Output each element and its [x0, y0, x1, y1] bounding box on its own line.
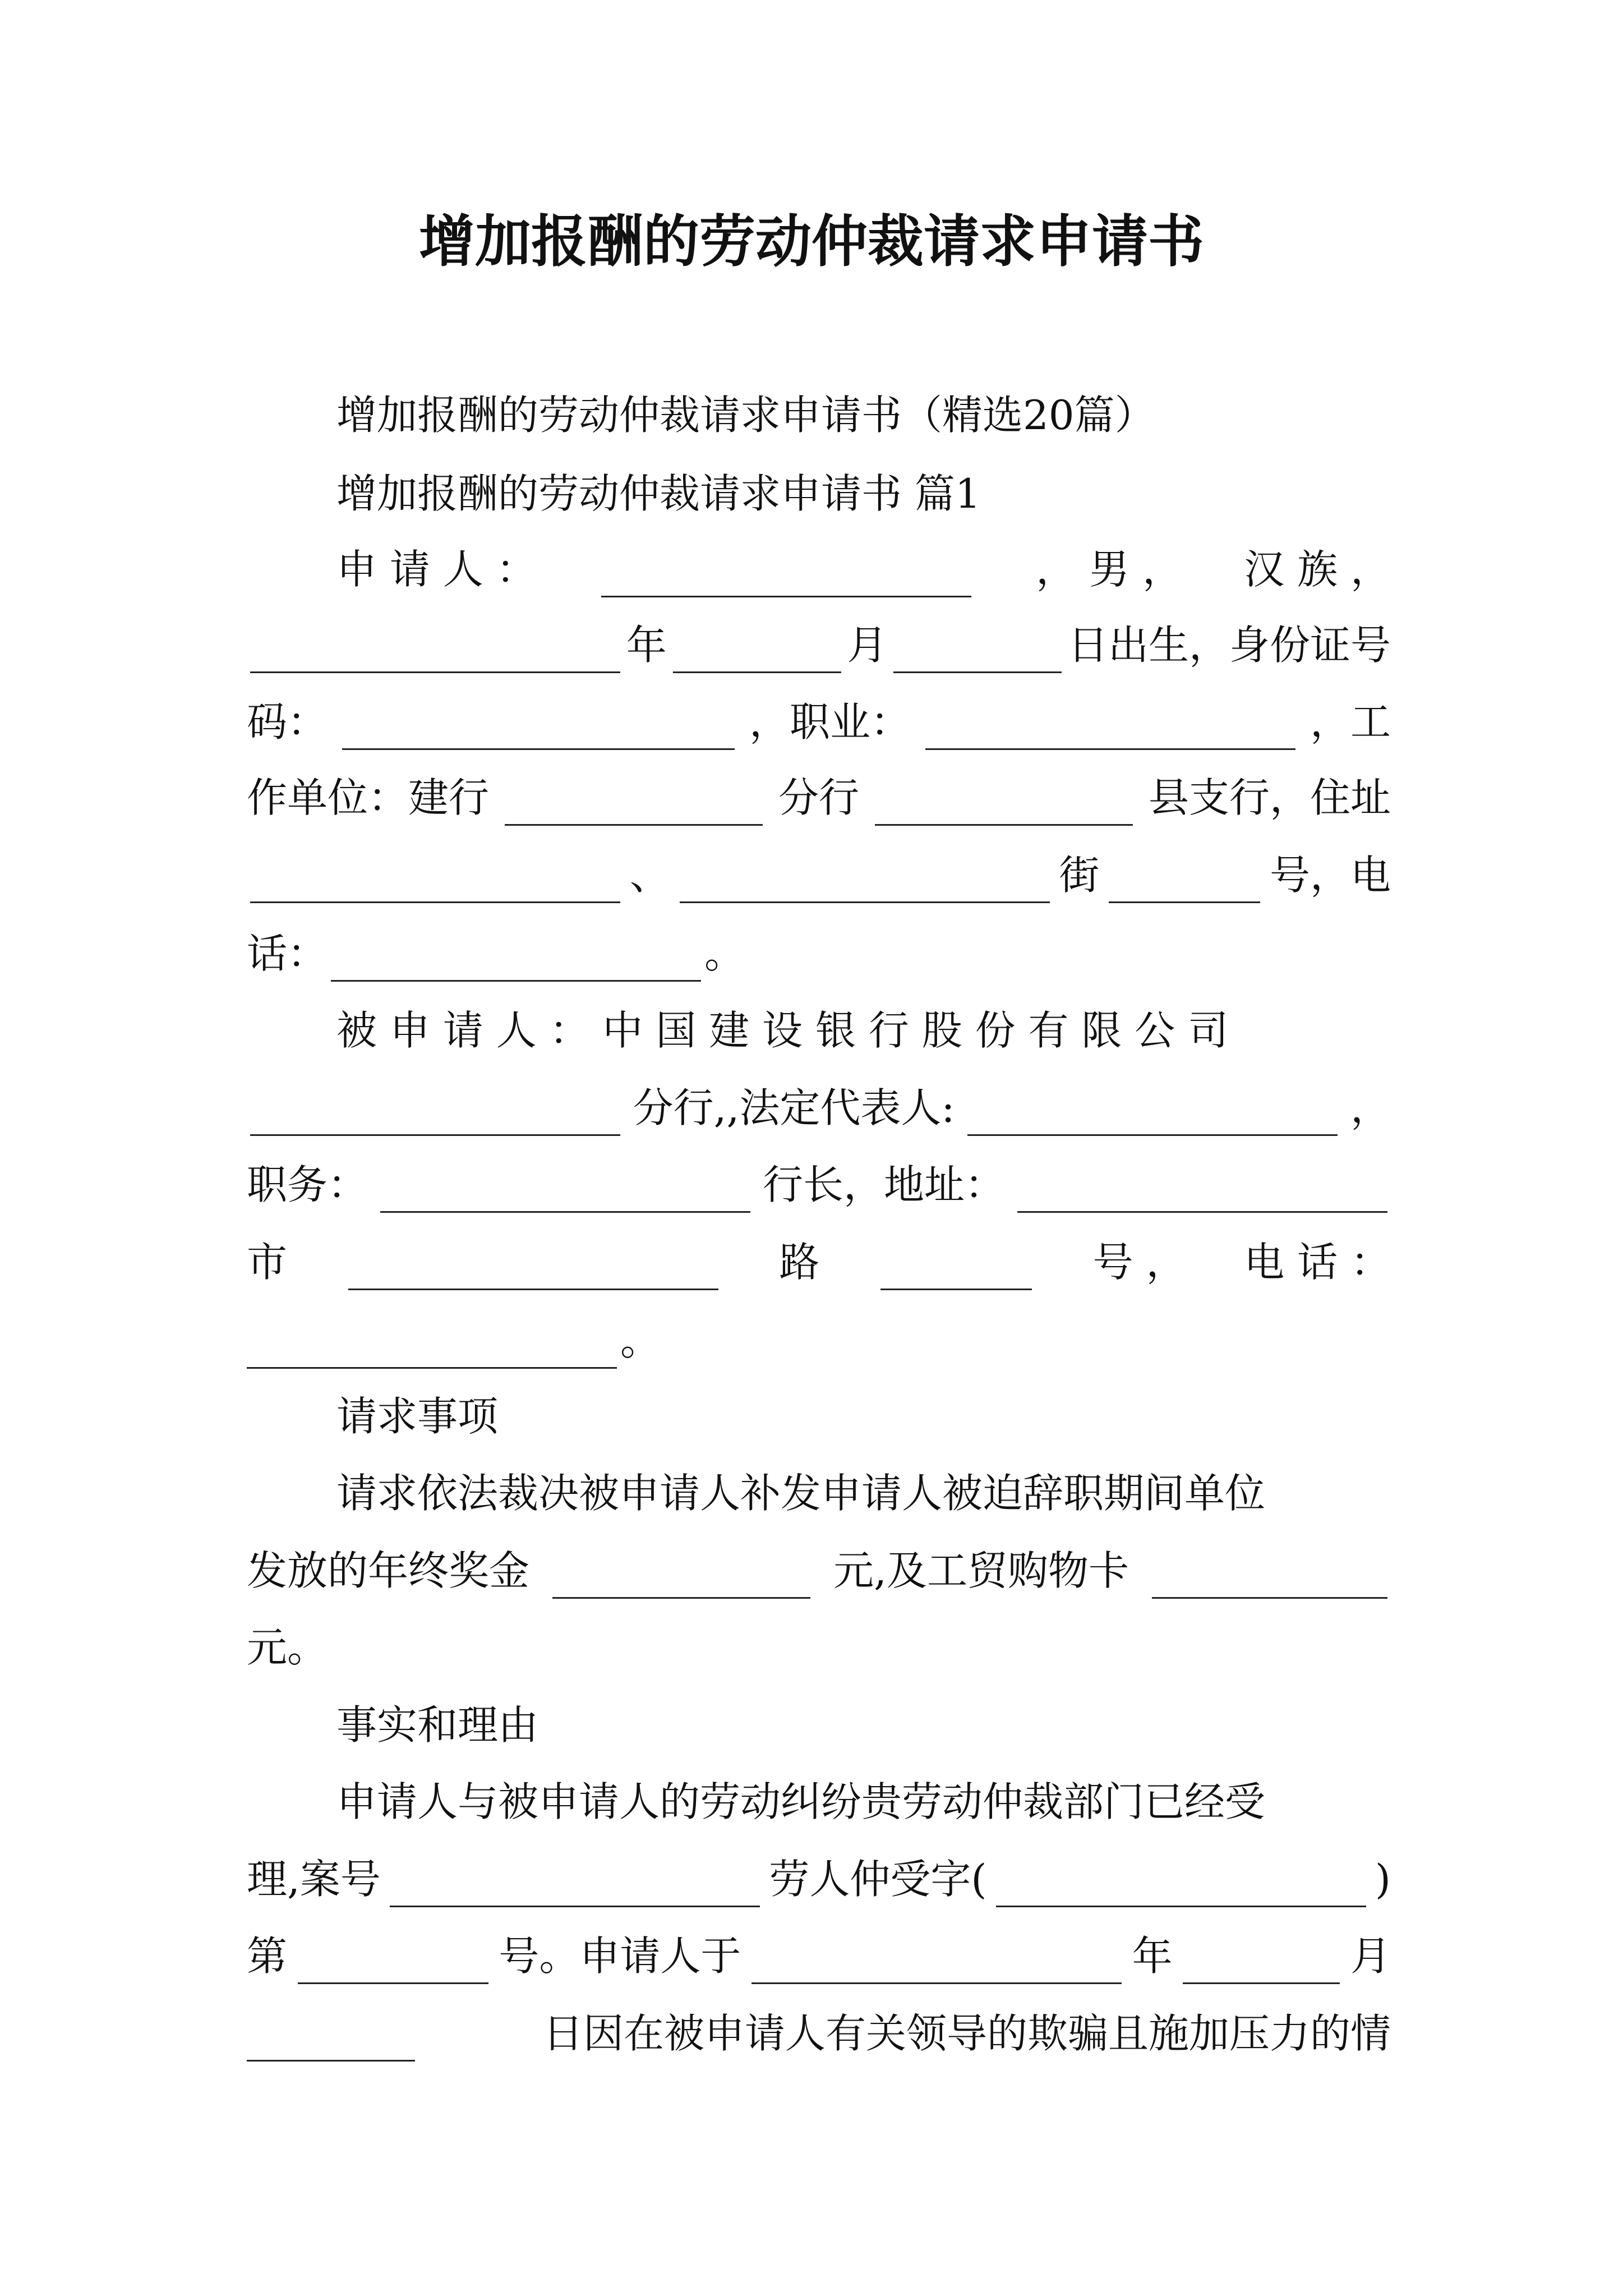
birth-year-blank[interactable] — [250, 631, 620, 673]
subtitle: 增加报酬的劳动仲裁请求申请书（精选20篇） — [336, 392, 1155, 439]
applicant-line-4: 作单位：建行 分行 县支行，住址 — [247, 770, 1391, 826]
id-number-blank[interactable] — [342, 708, 735, 750]
facts-line-2: 理,案号 劳人仲受字( ) — [247, 1851, 1391, 1907]
applicant-line-5: 、 街 号，电 — [247, 847, 1391, 903]
resign-month-blank[interactable] — [1183, 1942, 1340, 1984]
address-blank-2[interactable] — [680, 861, 1050, 903]
duty-blank[interactable] — [380, 1171, 750, 1213]
applicant-line-1: 申 请 人 ： ， 男 ， 汉 族 ， — [336, 541, 1391, 597]
facts-line-1: 申请人与被申请人的劳动纠纷贵劳动仲裁部门已经受 — [336, 1778, 1266, 1825]
respondent-phone-blank[interactable] — [247, 1327, 617, 1369]
respondent-line-3: 职务： 行长，地址： — [247, 1157, 1391, 1213]
respondent-line-2: 分行,,法定代表人: ， — [247, 1080, 1391, 1136]
section-heading: 增加报酬的劳动仲裁请求申请书 篇1 — [336, 470, 981, 517]
respondent-address-blank[interactable] — [1017, 1171, 1387, 1213]
request-line-1: 请求依法裁决被申请人补发申请人被迫辞职期间单位 — [336, 1470, 1266, 1517]
occupation-blank[interactable] — [925, 708, 1295, 750]
road-number-blank[interactable] — [880, 1248, 1032, 1290]
respondent-line-5: 。 — [247, 1313, 1391, 1369]
birth-day-blank[interactable] — [893, 631, 1062, 673]
applicant-line-6: 话： 。 — [247, 926, 1391, 982]
request-heading: 请求事项 — [336, 1393, 499, 1440]
card-amount-blank[interactable] — [1152, 1557, 1387, 1599]
facts-heading: 事实和理由 — [336, 1701, 539, 1749]
applicant-name-blank[interactable] — [601, 555, 971, 597]
applicant-line-2: 年 月 日出生，身份证号 — [247, 617, 1391, 673]
street-number-blank[interactable] — [1109, 861, 1260, 903]
request-line-3: 元。 — [247, 1624, 328, 1671]
county-blank[interactable] — [875, 784, 1133, 826]
respondent-line-4: 市 路 号 ， 电 话 ： — [247, 1234, 1391, 1290]
bonus-amount-blank[interactable] — [552, 1557, 810, 1599]
case-seq-blank[interactable] — [298, 1942, 488, 1984]
city-blank[interactable] — [348, 1248, 718, 1290]
facts-line-4: 日因在被申请人有关领导的欺骗且施加压力的情 — [247, 2005, 1391, 2062]
case-word-blank[interactable] — [996, 1865, 1366, 1907]
branch-blank[interactable] — [505, 784, 763, 826]
case-number-blank[interactable] — [390, 1865, 760, 1907]
applicant-phone-blank[interactable] — [331, 940, 701, 982]
request-line-2: 发放的年终奖金 元,及工贸购物卡 — [247, 1543, 1391, 1599]
resign-day-blank[interactable] — [247, 2019, 415, 2062]
legal-rep-blank[interactable] — [967, 1094, 1338, 1136]
resign-year-blank[interactable] — [751, 1942, 1122, 1984]
respondent-line-1: 被 申 请 人 ： 中 国 建 设 银 行 股 份 有 限 公 司 — [336, 1007, 1229, 1054]
respondent-branch-blank[interactable] — [250, 1094, 620, 1136]
address-blank-1[interactable] — [250, 861, 620, 903]
facts-line-3: 第 号。申请人于 年 月 — [247, 1928, 1391, 1984]
applicant-line-3: 码： ，职业： ，工 — [247, 694, 1391, 750]
birth-month-blank[interactable] — [673, 631, 841, 673]
document-title: 增加报酬的劳动仲裁请求申请书 — [419, 208, 1204, 274]
